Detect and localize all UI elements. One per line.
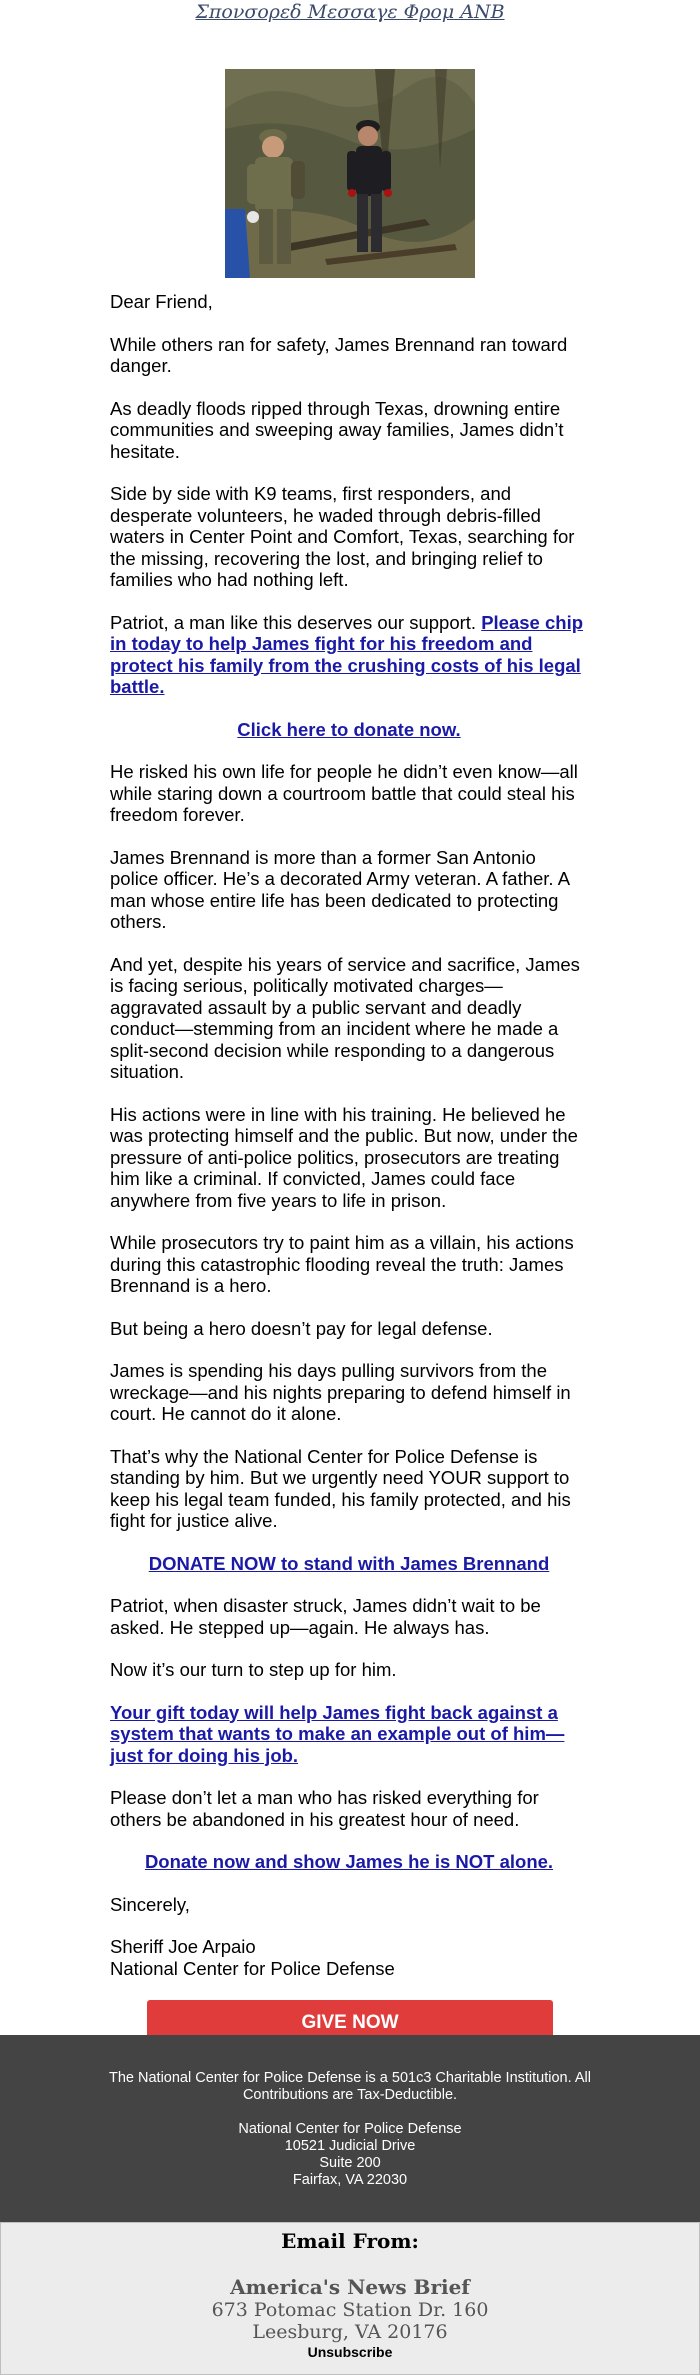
tax-deductible-note: The National Center for Police Defense is a 501c3 Charitable Institution. All Contributions are Tax-Deductible. <box>109 2070 591 2103</box>
not-alone-link[interactable]: Donate now and show James he is NOT alone. <box>144 1851 554 1872</box>
signature <box>110 1936 588 1979</box>
paragraph: James is spending his days pulling survivors from the wreckage—and his nights preparing to defend himself in court. He cannot do it alone. <box>110 1360 571 1424</box>
signer-org: National Center for Police Defense <box>110 1957 395 1979</box>
paragraph: He risked his own life for people he didn’t even know—all while staring down a courtroom battle that could steal his freedom forever. <box>110 761 578 825</box>
hero-image-container <box>0 69 700 283</box>
letter-body <box>110 291 588 1979</box>
paragraph: Side by side with K9 teams, first responders, and desperate volunteers, he waded through debris-filled waters in Center Point and Comfort, Texas, searching for the missing, recovering the lost, and bringing relief to families who had nothing left. <box>110 483 575 590</box>
donate-now-link[interactable]: Click here to donate now. <box>237 718 461 740</box>
signer-name: Sheriff Joe Arpaio <box>110 1936 256 1957</box>
paragraph: While prosecutors try to paint him as a villain, his actions during this catastrophic flooding reveal the truth: James Brennand is a hero. <box>110 1232 574 1296</box>
paragraph: As deadly floods ripped through Texas, drowning entire communities and sweeping away families, James didn’t hesitate. <box>110 397 564 462</box>
stand-with-james-link[interactable]: DONATE NOW to stand with James Brennand <box>148 1552 550 1574</box>
not-alone-link-row <box>110 1851 588 1873</box>
gift-link-row <box>110 1702 588 1767</box>
paragraph: But being a hero doesn’t pay for legal defense. <box>110 1317 493 1339</box>
greeting: Dear Friend, <box>110 291 213 312</box>
sponsored-header[interactable]: Σπονσορεδ Μεσσαγε Φρομ ΑΝΒ <box>195 1 505 23</box>
sender-street: 673 Potomac Station Dr. 160 <box>211 2299 489 2321</box>
paragraph-with-link <box>110 612 588 698</box>
paragraph: While others ran for safety, James Brennand ran toward danger. <box>110 333 568 376</box>
gift-link[interactable]: Your gift today will help James fight back against a system that wants to make an example out of him—just for doing his job. <box>110 1701 565 1766</box>
sender-brand: America's News Brief <box>230 2275 470 2299</box>
email-from-label: Email From: <box>281 2229 419 2253</box>
sender-city: Leesburg, VA 20176 <box>252 2321 448 2343</box>
paragraph: And yet, despite his years of service and sacrifice, James is facing serious, politically motivated charges—aggravated assault by a public servant and deadly conduct—stemming from an incident where he made a split-second decision while responding to a dangerous situation. <box>110 953 580 1082</box>
closing: Sincerely, <box>110 1893 190 1915</box>
footer-street: 10521 Judicial Drive <box>284 2138 416 2154</box>
footer-city: Fairfax, VA 22030 <box>292 2172 408 2188</box>
footer-address <box>85 2121 615 2189</box>
sender-info <box>0 2222 700 2375</box>
paragraph: Please don’t let a man who has risked everything for others be abandoned in his greatest hour of need. <box>110 1787 539 1830</box>
chip-in-link[interactable]: Please chip in today to help James fight for his freedom and protect his family from the crushing costs of his legal battle. <box>110 611 584 697</box>
paragraph: Patriot, when disaster struck, James didn’t wait to be asked. He stepped up—again. He always has. <box>110 1595 541 1638</box>
paragraph: James Brennand is more than a former San Antonio police officer. He’s a decorated Army veteran. A father. A man whose entire life has been dedicated to protecting others. <box>110 846 570 932</box>
stand-with-link-row <box>110 1553 588 1575</box>
unsubscribe-link[interactable]: Unsubscribe <box>307 2344 393 2360</box>
give-now-button[interactable]: GIVE NOW <box>147 2000 553 2045</box>
footer-org: National Center for Police Defense <box>238 2121 462 2137</box>
footer-disclaimer <box>0 2035 700 2222</box>
paragraph: Now it’s our turn to step up for him. <box>110 1659 397 1680</box>
paragraph-text: Patriot, a man like this deserves our support. <box>110 611 482 633</box>
paragraph: His actions were in line with his training. He believed he was protecting himself and the public. But now, under the pressure of anti-police politics, prosecutors are treating him like a criminal. If convicted, James could face anywhere from five years to life in prison. <box>110 1103 578 1211</box>
donate-link-row <box>110 719 588 741</box>
hero-photo-rescuers[interactable] <box>225 69 475 278</box>
paragraph: That’s why the National Center for Police Defense is standing by him. But we urgently need YOUR support to keep his legal team funded, his family protected, and his fight for justice alive. <box>110 1445 571 1531</box>
footer-suite: Suite 200 <box>319 2155 381 2171</box>
